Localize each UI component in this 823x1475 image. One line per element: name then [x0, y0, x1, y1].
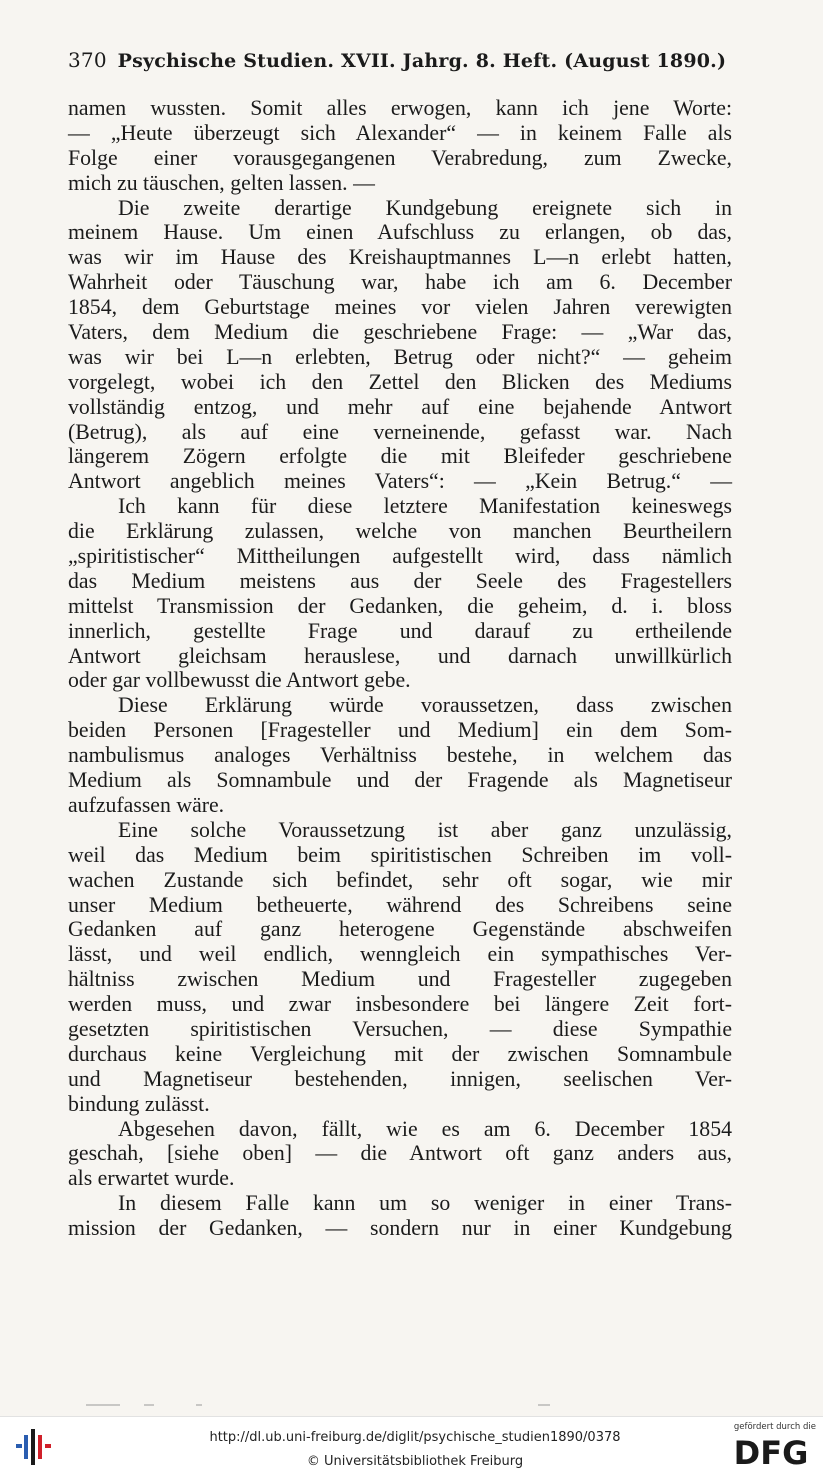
text-line: gesetzten spiritistischen Versuchen, — diese Sympathie [68, 1016, 732, 1041]
bottom-edge-marks [86, 1404, 566, 1407]
text-line: nambulismus analoges Verhältniss bestehe, in welchem das [68, 743, 732, 768]
text-line: weil das Medium beim spiritistischen Schreiben im voll- [68, 842, 732, 867]
text-line: Wahrheit oder Täuschung war, habe ich am 6. December [68, 270, 732, 295]
text-line: (Betrug), als auf eine verneinende, gefasst war. Nach [68, 419, 732, 444]
body-text [68, 96, 732, 1241]
ub-freiburg-logo-icon [14, 1427, 54, 1467]
text-line: als erwartet wurde. [68, 1166, 235, 1191]
text-line: unser Medium betheuerte, während des Schreibens seine [68, 892, 732, 917]
text-line: meinem Hause. Um einen Aufschluss zu erlangen, ob das, [68, 220, 732, 245]
text-line: durchaus keine Vergleichung mit der zwischen Somnambule [68, 1041, 732, 1066]
text-line: Ich kann für diese letztere Manifestation keineswegs [118, 494, 732, 519]
text-line: das Medium meistens aus der Seele des Fragestellers [68, 568, 732, 593]
text-line: mich zu täuschen, gelten lassen. — [68, 170, 375, 195]
text-line: Gedanken auf ganz heterogene Gegenstände abschweifen [68, 917, 732, 942]
text-line: mission der Gedanken, — sondern nur in einer Kundgebung [68, 1216, 732, 1241]
text-line: Vaters, dem Medium die geschriebene Frage: — „War das, [68, 320, 732, 345]
text-line: geschah, [siehe oben] — die Antwort oft ganz anders aus, [68, 1141, 732, 1166]
text-line: hältniss zwischen Medium und Fragesteller zugegeben [68, 967, 732, 992]
text-line: was wir im Hause des Kreishauptmannes L—n erlebt hatten, [68, 245, 732, 270]
text-line: oder gar vollbewusst die Antwort gebe. [68, 668, 411, 693]
copyright-notice: © Universitätsbibliothek Freiburg [306, 1454, 524, 1469]
text-line: namen wussten. Somit alles erwogen, kann ich jene Worte: [68, 96, 732, 120]
text-line: Folge einer vorausgegangenen Verabredung, zum Zwecke, [68, 145, 732, 170]
text-line: innerlich, gestellte Frage und darauf zu ertheilende [68, 618, 732, 643]
text-line: wachen Zustande sich befindet, sehr oft sogar, wie mir [68, 867, 732, 892]
funding-caption: gefördert durch die [733, 1422, 816, 1432]
text-line: beiden Personen [Fragesteller und Medium] ein dem Som- [68, 718, 732, 743]
text-line: 1854, dem Geburtstage meines vor vielen Jahren verewigten [68, 295, 732, 320]
text-line: Antwort gleichsam herauslese, und darnach unwillkürlich [68, 643, 732, 668]
viewer-footer [0, 1416, 823, 1475]
text-line: Eine solche Voraussetzung ist aber ganz unzulässig, [118, 817, 732, 842]
text-line: und Magnetiseur bestehenden, innigen, seelischen Ver- [68, 1066, 732, 1091]
running-head [68, 48, 733, 72]
text-line: Die zweite derartige Kundgebung ereignete sich in [118, 195, 732, 220]
text-line: lässt, und weil endlich, wenngleich ein sympathisches Ver- [68, 942, 732, 967]
text-line: Diese Erklärung würde voraussetzen, dass zwischen [118, 693, 732, 718]
text-line: „spiritistischer“ Mittheilungen aufgestellt wird, dass nämlich [68, 544, 732, 569]
text-line: Antwort angeblich meines Vaters“: — „Kein Betrug.“ — [68, 469, 732, 494]
text-line: bindung zulässt. [68, 1091, 210, 1116]
text-line: vollständig entzog, und mehr auf eine bejahende Antwort [68, 394, 732, 419]
text-line: die Erklärung zulassen, welche von manchen Beurtheilern [68, 519, 732, 544]
text-line: vorgelegt, wobei ich den Zettel den Blicken des Mediums [68, 369, 732, 394]
text-line: Medium als Somnambule und der Fragende als Magnetiseur [68, 768, 732, 793]
text-line: In diesem Falle kann um so weniger in einer Trans- [118, 1191, 732, 1216]
text-line: werden muss, und zwar insbesondere bei längere Zeit fort- [68, 992, 732, 1017]
text-line: längerem Zögern erfolgte die mit Bleifeder geschriebene [68, 444, 732, 469]
dfg-logo-icon [728, 1434, 814, 1468]
text-line: mittelst Transmission der Gedanken, die geheim, d. i. bloss [68, 593, 732, 618]
text-line: — „Heute überzeugt sich Alexander“ — in keinem Falle als [68, 120, 732, 145]
dfg-logo-text: DFG [733, 1434, 809, 1468]
text-line: was wir bei L—n erlebten, Betrug oder nicht?“ — geheim [68, 344, 732, 369]
running-title: Psychische Studien. XVII. Jahrg. 8. Heft. (August 1890.) [117, 50, 727, 72]
text-line: Abgesehen davon, fällt, wie es am 6. December 1854 [118, 1116, 732, 1141]
permalink-url[interactable]: http://dl.ub.uni-freiburg.de/diglit/psychische_studien1890/0378 [209, 1430, 621, 1445]
page-number: 370 [68, 48, 107, 72]
text-line: aufzufassen wäre. [68, 792, 225, 817]
funder-block [726, 1422, 816, 1470]
